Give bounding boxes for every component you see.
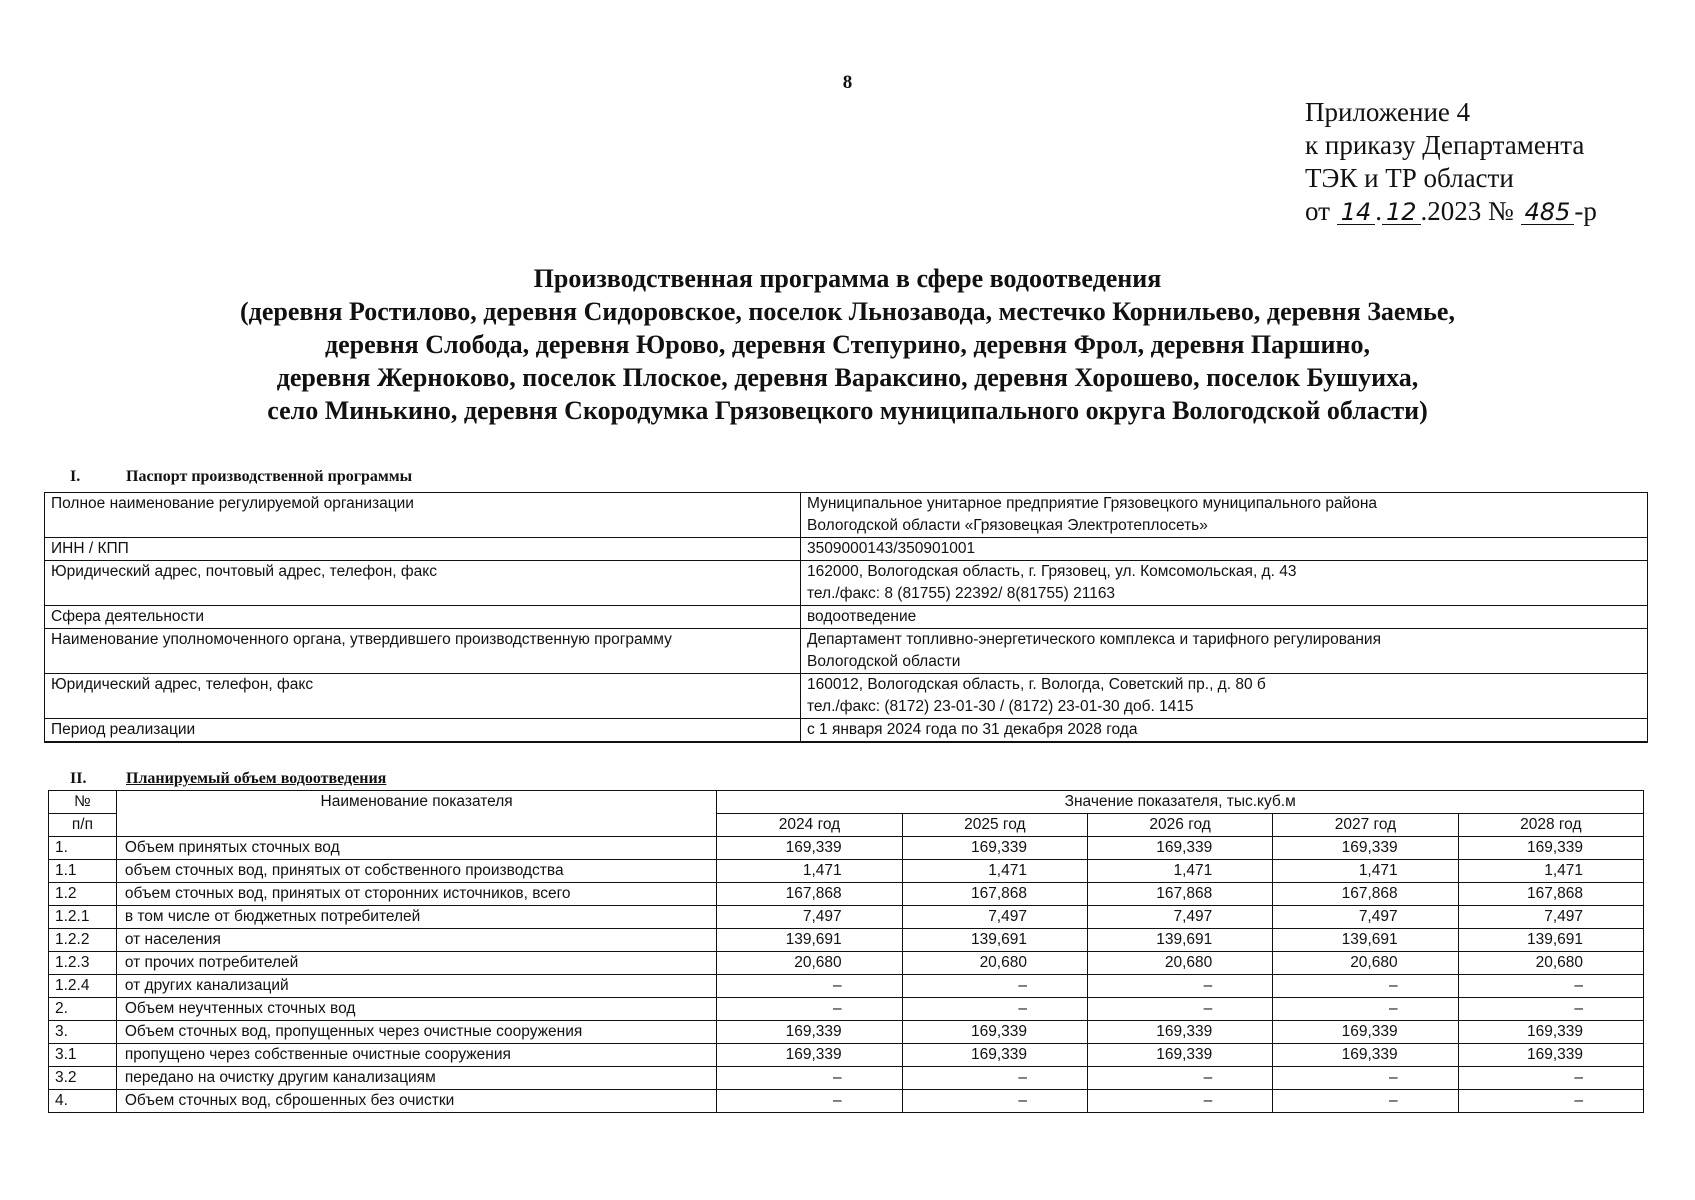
volume-row (49, 1021, 1644, 1044)
indicator-value: 139,691 (1273, 929, 1458, 952)
indicator-value: 20,680 (902, 952, 1087, 975)
volume-row (49, 1090, 1644, 1113)
section-2-heading (70, 770, 386, 788)
indicator-value: 167,868 (902, 883, 1087, 906)
indicator-value: – (717, 1090, 902, 1113)
passport-value-line-2: тел./факс: 8 (81755) 22392/ 8(81755) 21163 (807, 585, 1116, 602)
volume-header-row-1 (49, 791, 1644, 814)
indicator-value: – (1273, 1090, 1458, 1113)
indicator-value: – (902, 1090, 1087, 1113)
indicator-name: в том числе от бюджетных потребителей (116, 906, 717, 929)
indicator-value: – (1458, 1067, 1643, 1090)
number-sign: № (1488, 196, 1514, 226)
passport-row (45, 561, 1648, 606)
indicator-name: Объем сточных вод, сброшенных без очистки (116, 1090, 717, 1113)
indicator-name: Объем неучтенных сточных вод (116, 998, 717, 1021)
document-title (0, 262, 1695, 427)
row-number: 4. (49, 1090, 117, 1113)
volume-row (49, 952, 1644, 975)
indicator-value: 7,497 (902, 906, 1087, 929)
row-number: 1.2.1 (49, 906, 117, 929)
passport-table (44, 492, 1648, 743)
passport-value (801, 629, 1648, 674)
title-line-1: Производственная программа в сфере водоотведения (533, 264, 1162, 293)
row-number: 1.2 (49, 883, 117, 906)
section-2-label: Планируемый объем водоотведения (126, 770, 387, 787)
indicator-value: – (1087, 1067, 1272, 1090)
passport-value-line-2: Вологодской области (807, 653, 961, 670)
indicator-value: 169,339 (1273, 1021, 1458, 1044)
indicator-value: – (717, 975, 902, 998)
passport-value-line-2: Вологодской области «Грязовецкая Электротеплосеть» (807, 517, 1208, 534)
title-line-4: деревня Жерноково, поселок Плоское, деревня Вараксино, деревня Хорошево, поселок Бушуиха, (276, 363, 1419, 392)
passport-row (45, 719, 1648, 743)
indicator-value: 1,471 (1087, 860, 1272, 883)
indicator-value: 169,339 (1273, 1044, 1458, 1067)
indicator-value: – (1273, 1067, 1458, 1090)
indicator-value: 167,868 (717, 883, 902, 906)
passport-label: Сфера деятельности (45, 606, 801, 629)
passport-row (45, 606, 1648, 629)
title-line-5: село Минькино, деревня Скородумка Грязовецкого муниципального округа Вологодской области) (267, 396, 1428, 425)
indicator-value: 167,868 (1087, 883, 1272, 906)
handwritten-day: 14 (1337, 200, 1376, 225)
indicator-value: – (902, 975, 1087, 998)
indicator-value: 7,497 (1458, 906, 1643, 929)
appendix-date-line (1305, 195, 1597, 228)
date-prefix: от (1305, 196, 1330, 226)
indicator-value: – (1458, 998, 1643, 1021)
indicator-name: объем сточных вод, принятых от сторонних источников, всего (116, 883, 717, 906)
indicator-value: 139,691 (717, 929, 902, 952)
indicator-value: – (902, 1067, 1087, 1090)
indicator-value: 167,868 (1273, 883, 1458, 906)
section-1-number: I. (70, 468, 81, 485)
row-number: 1. (49, 837, 117, 860)
passport-label: Период реализации (45, 719, 801, 743)
passport-row (45, 493, 1648, 538)
passport-value-line-1: водоотведение (807, 608, 917, 625)
indicator-value: 1,471 (902, 860, 1087, 883)
year-header: 2026 год (1087, 814, 1272, 837)
indicator-value: – (1273, 975, 1458, 998)
indicator-value: 7,497 (1087, 906, 1272, 929)
page-number: 8 (842, 72, 853, 93)
appendix-line-2: к приказу Департамента (1305, 130, 1585, 160)
passport-value-line-1: с 1 января 2024 года по 31 декабря 2028 года (807, 721, 1138, 738)
passport-value-line-1: 3509000143/350901001 (807, 540, 976, 557)
date-separator: . (1375, 196, 1382, 226)
passport-row (45, 674, 1648, 719)
indicator-value: 169,339 (902, 1044, 1087, 1067)
indicator-value: 167,868 (1458, 883, 1643, 906)
indicator-value: – (1458, 975, 1643, 998)
indicator-value: 169,339 (1087, 837, 1272, 860)
indicator-name: Объем сточных вод, пропущенных через очистные сооружения (116, 1021, 717, 1044)
indicator-name: пропущено через собственные очистные сооружения (116, 1044, 717, 1067)
section-1-heading (70, 468, 412, 486)
year-header: 2027 год (1273, 814, 1458, 837)
indicator-value: – (1087, 975, 1272, 998)
indicator-value: 169,339 (717, 837, 902, 860)
indicator-value: – (1087, 1090, 1272, 1113)
volume-row (49, 975, 1644, 998)
volume-row (49, 860, 1644, 883)
indicator-name: от прочих потребителей (116, 952, 717, 975)
indicator-value: – (717, 998, 902, 1021)
row-number: 3. (49, 1021, 117, 1044)
row-number: 3.1 (49, 1044, 117, 1067)
appendix-line-3: ТЭК и ТР области (1305, 163, 1514, 193)
indicator-value: 139,691 (902, 929, 1087, 952)
appendix-block (1305, 96, 1597, 228)
indicator-value: 169,339 (1458, 1021, 1643, 1044)
passport-value (801, 493, 1648, 538)
volume-row (49, 906, 1644, 929)
col-name-header: Наименование показателя (116, 791, 717, 837)
indicator-value: 139,691 (1458, 929, 1643, 952)
indicator-name: Объем принятых сточных вод (116, 837, 717, 860)
indicator-value: 20,680 (717, 952, 902, 975)
col-value-header: Значение показателя, тыс.куб.м (717, 791, 1644, 814)
indicator-value: 169,339 (1458, 837, 1643, 860)
date-year: .2023 (1420, 196, 1482, 226)
indicator-value: 20,680 (1273, 952, 1458, 975)
passport-label: Полное наименование регулируемой организации (45, 493, 801, 538)
passport-value (801, 674, 1648, 719)
passport-value-line-1: 162000, Вологодская область, г. Грязовец, ул. Комсомольская, д. 43 (807, 563, 1297, 580)
passport-value-line-1: Муниципальное унитарное предприятие Грязовецкого муниципального района (807, 495, 1378, 512)
indicator-value: 1,471 (1273, 860, 1458, 883)
indicator-value: 1,471 (717, 860, 902, 883)
title-line-3: деревня Слобода, деревня Юрово, деревня Степурино, деревня Фрол, деревня Паршино, (324, 330, 1371, 359)
indicator-value: 169,339 (717, 1044, 902, 1067)
volume-row (49, 929, 1644, 952)
number-suffix: -р (1574, 196, 1597, 226)
passport-value-line-1: Департамент топливно-энергетического комплекса и тарифного регулирования (807, 631, 1381, 648)
indicator-value: 169,339 (1458, 1044, 1643, 1067)
year-header: 2024 год (717, 814, 902, 837)
indicator-value: 20,680 (1458, 952, 1643, 975)
passport-value (801, 538, 1648, 561)
year-header: 2025 год (902, 814, 1087, 837)
indicator-value: 169,339 (1087, 1021, 1272, 1044)
indicator-name: объем сточных вод, принятых от собственного производства (116, 860, 717, 883)
indicator-value: 169,339 (717, 1021, 902, 1044)
col-no-header-2: п/п (49, 814, 117, 837)
passport-row (45, 629, 1648, 674)
row-number: 1.2.2 (49, 929, 117, 952)
passport-row (45, 538, 1648, 561)
row-number: 1.1 (49, 860, 117, 883)
volume-row (49, 1044, 1644, 1067)
passport-value (801, 719, 1648, 743)
passport-label: Юридический адрес, почтовый адрес, телефон, факс (45, 561, 801, 606)
row-number: 2. (49, 998, 117, 1021)
handwritten-month: 12 (1382, 200, 1421, 225)
indicator-value: 169,339 (902, 837, 1087, 860)
passport-label: Наименование уполномоченного органа, утвердившего производственную программу (45, 629, 801, 674)
indicator-value: 169,339 (1273, 837, 1458, 860)
row-number: 1.2.4 (49, 975, 117, 998)
indicator-value: 139,691 (1087, 929, 1272, 952)
passport-label: Юридический адрес, телефон, факс (45, 674, 801, 719)
col-no-header: № (49, 791, 117, 814)
section-1-label: Паспорт производственной программы (126, 468, 413, 485)
passport-value-line-2: тел./факс: (8172) 23-01-30 / (8172) 23-01-30 доб. 1415 (807, 698, 1194, 715)
passport-value-line-1: 160012, Вологодская область, г. Вологда, Советский пр., д. 80 б (807, 676, 1266, 693)
indicator-value: 169,339 (902, 1021, 1087, 1044)
indicator-value: 169,339 (1087, 1044, 1272, 1067)
indicator-value: 1,471 (1458, 860, 1643, 883)
volume-row (49, 1067, 1644, 1090)
indicator-value: – (902, 998, 1087, 1021)
passport-value (801, 606, 1648, 629)
handwritten-number: 485 (1521, 200, 1575, 225)
volume-table (48, 790, 1644, 1113)
indicator-value: 7,497 (717, 906, 902, 929)
indicator-value: – (717, 1067, 902, 1090)
indicator-value: – (1273, 998, 1458, 1021)
indicator-value: 20,680 (1087, 952, 1272, 975)
volume-row (49, 998, 1644, 1021)
passport-value (801, 561, 1648, 606)
indicator-value: – (1087, 998, 1272, 1021)
indicator-name: передано на очистку другим канализациям (116, 1067, 717, 1090)
section-2-number: II. (70, 770, 87, 787)
indicator-value: 7,497 (1273, 906, 1458, 929)
volume-row (49, 883, 1644, 906)
row-number: 1.2.3 (49, 952, 117, 975)
year-header: 2028 год (1458, 814, 1643, 837)
passport-label: ИНН / КПП (45, 538, 801, 561)
volume-row (49, 837, 1644, 860)
appendix-line-1: Приложение 4 (1305, 97, 1471, 127)
indicator-value: – (1458, 1090, 1643, 1113)
indicator-name: от других канализаций (116, 975, 717, 998)
row-number: 3.2 (49, 1067, 117, 1090)
title-line-2: (деревня Ростилово, деревня Сидоровское, поселок Льнозавода, местечко Корнильево, деревня Заемье, (240, 297, 1455, 326)
indicator-name: от населения (116, 929, 717, 952)
